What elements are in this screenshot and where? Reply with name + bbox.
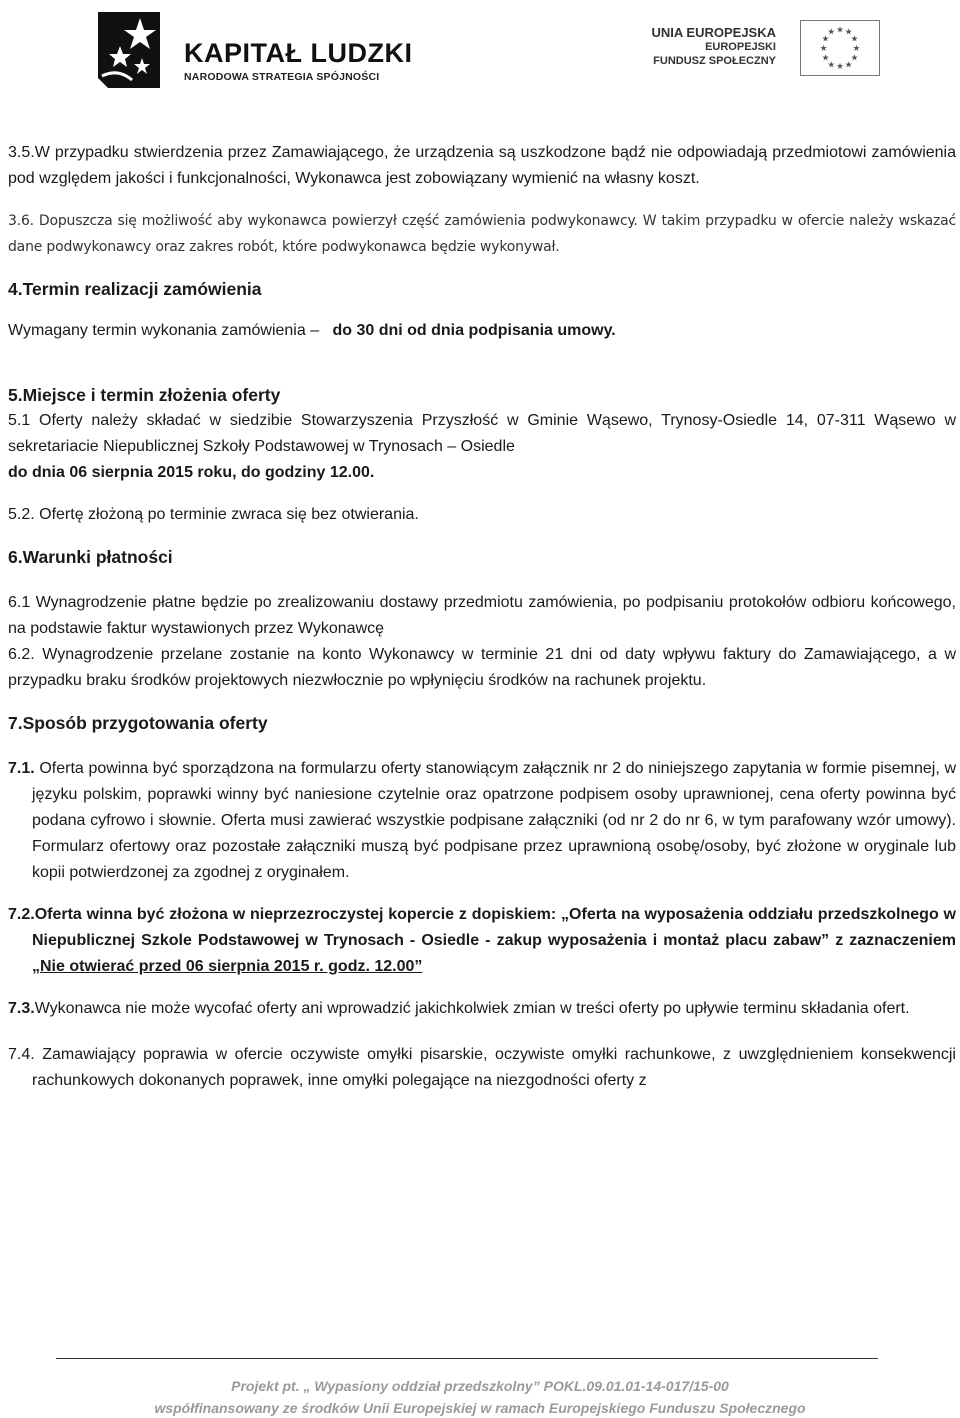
svg-text:★: ★ [821, 34, 830, 45]
heading-4: 4.Termin realizacji zamówienia [8, 279, 262, 299]
eu-logo [640, 18, 880, 82]
kl-title: KAPITAŁ LUDZKI [184, 38, 413, 68]
footer-project-line: Projekt pt. „ Wypasiony oddział przedszkolny” POKL.09.01.01-14-017/15-00 [231, 1378, 729, 1394]
svg-text:★: ★ [836, 62, 844, 73]
heading-6: 6.Warunki płatności [8, 547, 173, 567]
paragraph-7-3 [8, 996, 956, 1022]
svg-text:★: ★ [852, 43, 861, 54]
kapital-ludzki-logo-icon [88, 8, 168, 94]
svg-text:★: ★ [827, 60, 836, 71]
heading-5: 5.Miejsce i termin złożenia oferty [8, 385, 281, 405]
p74-text: Zamawiający poprawia w ofercie oczywiste omyłki pisarskie, oczywiste omyłki rachunkowe, z uwzględnieniem konsekwencji rachunkowych dokonanych poprawek, inne omyłki polegające na niezgodności oferty z [32, 1046, 956, 1089]
p71-text: Oferta powinna być sporządzona na formularzu oferty stanowiącym załącznik nr 2 do niniejszego zapytania w formie pisemnej, w języku polskim, poprawki winny być naniesione czytelnie oraz opatrzone podpisem osoby uprawnionej, cena oferty powinna być podana cyfrowo i słownie. Oferta musi zawierać wszystkie podpisane załączniki (od nr 2 do nr 6, w tym parafowany wzór umowy). Formularz ofertowy oraz pozostałe załączniki muszą być podpisane przez uprawnioną osobę/osoby, być złożone w oryginale lub kopii potwierdzonej za zgodnej z oryginałem. [32, 760, 957, 881]
p74-number: 7.4. [8, 1046, 35, 1063]
eu-line1: UNIA EUROPEJSKA [651, 25, 776, 40]
paragraph-7-4 [8, 1042, 956, 1094]
document-body [8, 140, 956, 1094]
p72-note: „Nie otwierać przed 06 sierpnia 2015 r. godz. 12.00” [32, 958, 423, 975]
kl-subtitle: NARODOWA STRATEGIA SPÓJNOŚCI [184, 71, 380, 83]
paragraph-7-1 [8, 756, 956, 886]
deadline-value: do 30 dni od dnia podpisania umowy. [332, 322, 616, 339]
paragraph-3-6: 3.6. Dopuszcza się możliwość aby wykonawca powierzył część zamówienia podwykonawcy. W takim przypadku w ofercie należy wskazać dane podwykonawcy oraz zakres robót, które podwykonawca będzie wykonywał. [8, 213, 956, 255]
paragraph-5-1-deadline: do dnia 06 sierpnia 2015 roku, do godziny 12.00. [8, 464, 375, 481]
p71-number: 7.1. [8, 760, 35, 777]
paragraph-5-1: 5.1 Oferty należy składać w siedzibie Stowarzyszenia Przyszłość w Gminie Wąsewo, Trynosy-Osiedle 14, 07-311 Wąsewo w sekretariacie Niepublicznej Szkoły Podstawowej w Trynosach – Osiedle [8, 412, 956, 455]
kapital-ludzki-logo [76, 8, 413, 94]
svg-text:★: ★ [844, 60, 853, 71]
eu-text [652, 26, 776, 68]
p73-number: 7.3. [8, 1000, 35, 1017]
svg-text:★: ★ [819, 43, 828, 54]
svg-text:★: ★ [850, 53, 859, 64]
paragraph-3-5: 3.5.W przypadku stwierdzenia przez Zamawiającego, że urządzenia są uszkodzone bądź nie odpowiadają przedmiotowi zamówienia pod względem jakości i funkcjonalności, Wykonawca jest zobowiązany wymienić na własny koszt. [8, 144, 956, 187]
svg-text:★: ★ [821, 53, 830, 64]
p72-text: Oferta winna być złożona w nieprzezroczystej kopercie z dopiskiem: „Oferta na wyposażenia oddziału przedszkolnego w Niepublicznej Szkole Podstawowej w Trynosach - Osiedle - zakup wyposażenia i montaż placu zabaw” z zaznaczeniem [32, 906, 956, 949]
p72-number: 7.2. [8, 906, 35, 923]
paragraph-6-1: 6.1 Wynagrodzenie płatne będzie po zrealizowaniu dostawy przedmiotu zamówienia, po podpisaniu protokołów odbioru końcowego, na podstawie faktur wystawionych przez Wykonawcę [8, 594, 956, 637]
paragraph-5-2: 5.2. Ofertę złożoną po terminie zwraca się bez otwierania. [8, 506, 419, 523]
svg-text:★: ★ [850, 34, 859, 45]
paragraph-4 [8, 318, 956, 344]
footer-funding-line: współfinansowany ze środków Unii Europejskiej w ramach Europejskiego Funduszu Społecznego [154, 1400, 806, 1416]
paragraph-6-2: 6.2. Wynagrodzenie przelane zostanie na konto Wykonawcy w terminie 21 dni od daty wpływu faktury do Zamawiającego, a w przypadku braku środków projektowych niezwłocznie po wpłynięciu środków na rachunek projektu. [8, 646, 956, 689]
deadline-label: Wymagany termin wykonania zamówienia – [8, 322, 320, 339]
eu-flag-icon [800, 20, 880, 76]
eu-line2: EUROPEJSKI [705, 41, 776, 53]
eu-line3: FUNDUSZ SPOŁECZNY [653, 55, 776, 67]
paragraph-7-2 [8, 902, 956, 980]
footer-divider [56, 1358, 878, 1359]
svg-text:★: ★ [827, 27, 836, 38]
svg-text:★: ★ [836, 25, 844, 36]
p73-text: Wykonawca nie może wycofać oferty ani wprowadzić jakichkolwiek zmian w treści oferty po upływie terminu składania ofert. [34, 1000, 910, 1017]
svg-text:★: ★ [844, 27, 853, 38]
page-header [0, 0, 960, 100]
heading-7: 7.Sposób przygotowania oferty [8, 713, 268, 733]
